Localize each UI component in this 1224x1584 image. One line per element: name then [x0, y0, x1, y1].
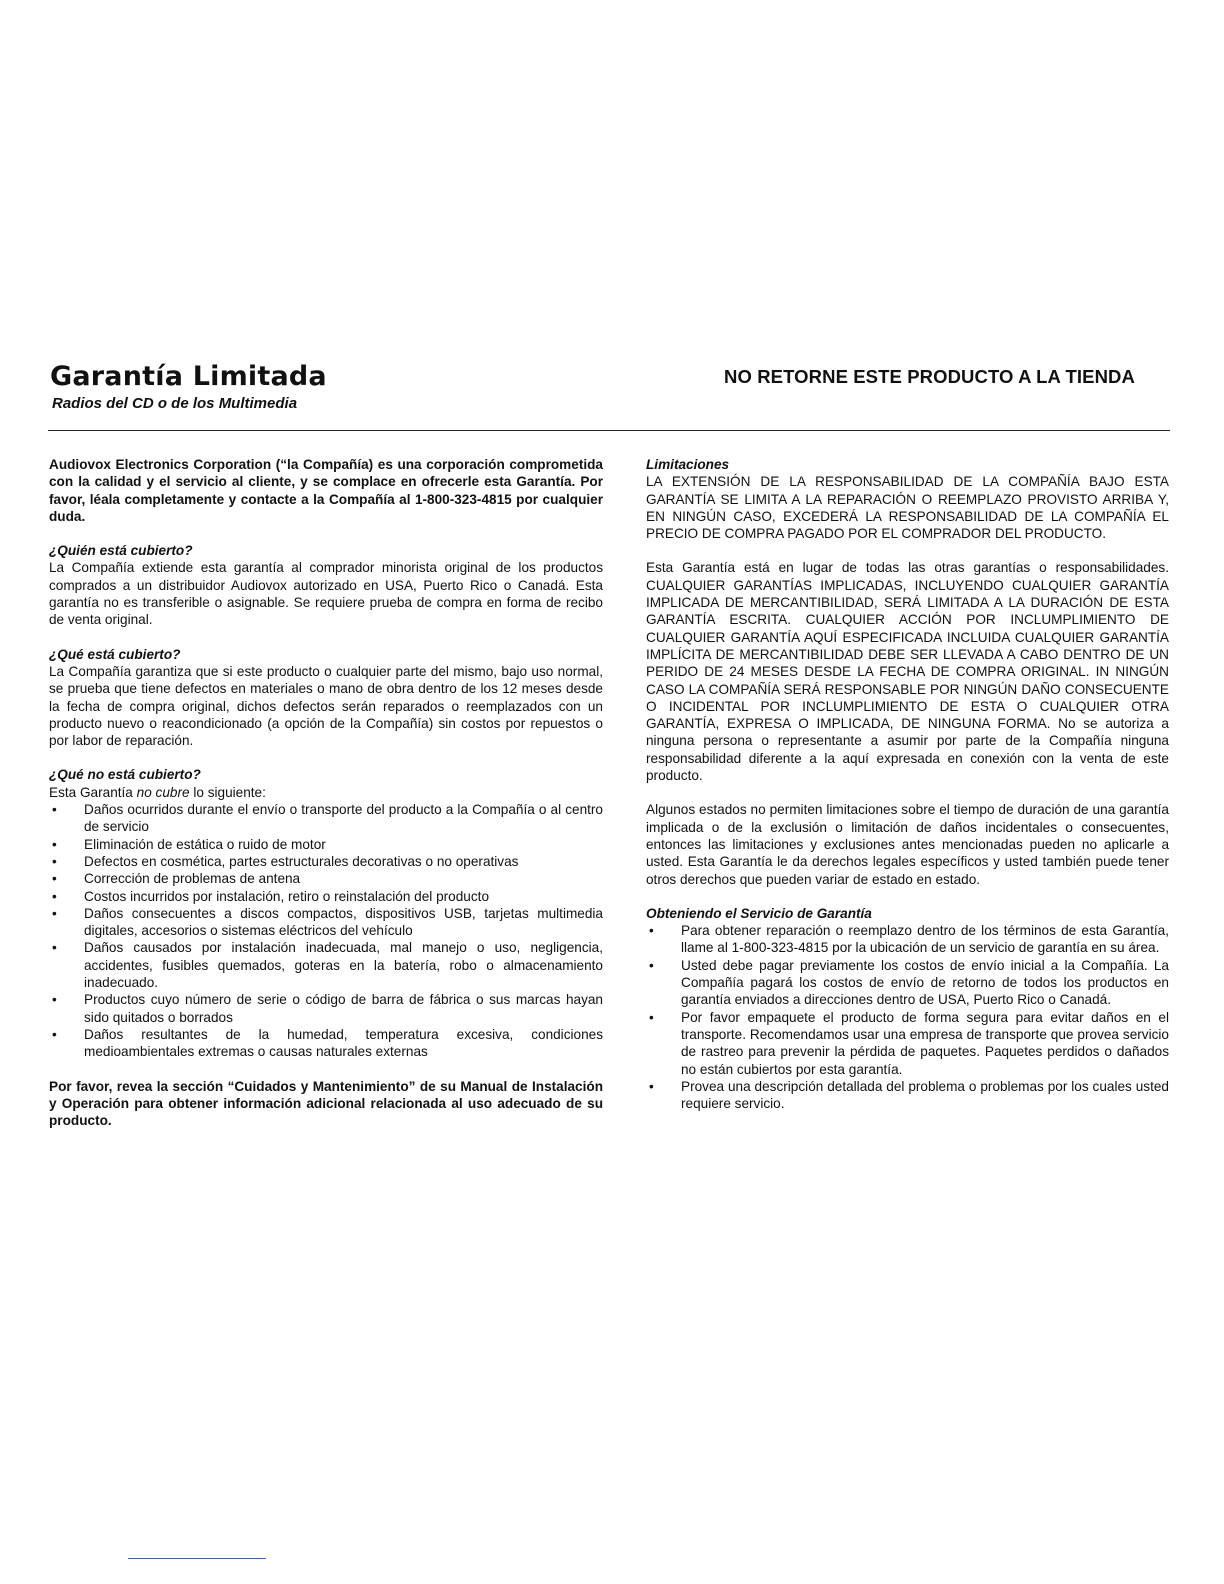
return-notice: NO RETORNE ESTE PRODUCTO A LA TIENDA [724, 366, 1135, 387]
intro-paragraph: Audiovox Electronics Corporation (“la Compañía) es una corporación comprometida con la calidad y el servicio al cliente, y se complace en ofrecerle esta Garantía. Por favor, léala completamente y contacte a la Compañía al 1-800-323-4815 por cualquier duda. [49, 457, 603, 524]
list-item: • Costos incurridos por instalación, retiro o reinstalación del producto [49, 888, 603, 905]
page-subtitle: Radios del CD o de los Multimedia [52, 395, 298, 412]
left-column [49, 456, 603, 1129]
state-rights-paragraph: Algunos estados no permiten limitaciones sobre el tiempo de duración de una garantía implicada o de la exclusión o limitación de daños incidentales o consecuentes, entonces las limitaciones y exclusiones antes mencionadas pueden no aplicarle a usted. Esta Garantía le da derechos legales específicos y usted también puede tener otros derechos que pueden variar de estado en estado. [646, 802, 1169, 887]
list-item: • Productos cuyo número de serie o código de barra de fábrica o sus marcas hayan sido quitados o borrados [49, 991, 603, 1026]
header-divider [48, 430, 1170, 431]
not-covered-list [49, 801, 603, 1060]
limitations-text: LA EXTENSIÓN DE LA RESPONSABILIDAD DE LA COMPAÑÍA BAJO ESTA GARANTÍA SE LIMITA A LA REPARACIÓN O REEMPLAZO PROVISTO ARRIBA Y, EN NINGÚN CASO, EXCEDERÁ LA RESPONSABILIDAD DE LA COMPAÑÍA EL PRECIO DE COMPRA PAGADO POR EL COMPRADOR DEL PRODUCTO. [646, 474, 1169, 542]
list-item: • Daños consecuentes a discos compactos, dispositivos USB, tarjetas multimedia digitales, accesorios o sistemas eléctricos del vehículo [49, 905, 603, 940]
limitations-heading: Limitaciones [646, 457, 730, 472]
right-column [646, 456, 1169, 1112]
not-covered-heading: ¿Qué no está cubierto? [49, 767, 201, 783]
list-item: • Defectos en cosmética, partes estructurales decorativas o no operativas [49, 853, 603, 870]
warranty-exclusivity-paragraph: Esta Garantía está en lugar de todas las otras garantías o responsabilidades. CUALQUIER GARANTÍAS IMPLICADAS, INCLUYENDO CUALQUIER GARANTÍA IMPLICADA DE MERCANTIBILIDAD, SERÁ LIMITADA A LA DURACIÓN DE ESTA GARANTÍA ESCRITA. CUALQUIER ACCIÓN POR INCLUMPLIMIENTO DE CUALQUIER GARANTÍA AQUÍ ESPECIFICADA INCLUIDA CUALQUIER GARANTÍA IMPLÍCITA DE MERCANTIBILIDAD DEBE SER LLEVADA A CABO DENTRO DE UN PERIDO DE 24 MESES DESDE LA FECHA DE COMPRA ORIGINAL. IN NINGÚN CASO LA COMPAÑÍA SERÁ RESPONSABLE POR NINGÚN DAÑO CONSECUENTE O INCIDENTAL POR INCLUMPLIMIENTO DE ESTA O CUALQUIER OTRA GARANTÍA, EXPRESA O IMPLICADA, DE NINGUNA FORMA. No se autoriza a ninguna persona o representante a asumir por parte de la Compañía ninguna responsabilidad diferente a la aquí expresada en conexión con la venta de este producto. [646, 560, 1169, 784]
list-item: • Eliminación de estática o ruido de motor [49, 836, 603, 853]
list-item: • Daños resultantes de la humedad, temperatura excesiva, condiciones medioambientales extremas o causas naturales externas [49, 1026, 603, 1061]
what-covered-heading: ¿Qué está cubierto? [49, 646, 181, 662]
list-item: • Por favor empaquete el producto de forma segura para evitar daños en el transporte. Recomendamos usar una empresa de transporte que provea servicio de rastreo para prevenir la pérdida de paquetes. Paquetes perdidos o dañados no están cubiertos por esta garantía. [646, 1009, 1169, 1078]
footer-rule [128, 1558, 266, 1559]
service-list [646, 922, 1169, 1112]
page-title: Garantía Limitada [50, 361, 327, 392]
list-item: • Provea una descripción detallada del problema o problemas por los cuales usted requiere servicio. [646, 1078, 1169, 1113]
list-item: • Corrección de problemas de antena [49, 870, 603, 887]
list-item: • Daños ocurridos durante el envío o transporte del producto a la Compañía o al centro de servicio [49, 801, 603, 836]
not-covered-intro: Esta Garantía no cubre lo siguiente: [49, 784, 266, 800]
who-covered-text: La Compañía extiende esta garantía al comprador minorista original de los productos comprados a un distribuidor Audiovox autorizado en USA, Puerto Rico o Canadá. Esta garantía no es transferible o asignable. Se requiere prueba de compra en forma de recibo de venta original. [49, 560, 603, 628]
list-item: • Usted debe pagar previamente los costos de envío inicial a la Compañía. La Compañía pagará los costos de envío de retorno de todos los productos en garantía enviados a direcciones dentro de USA, Puerto Rico o Canadá. [646, 957, 1169, 1009]
service-heading: Obteniendo el Servicio de Garantía [646, 905, 872, 921]
what-covered-text: La Compañía garantiza que si este producto o cualquier parte del mismo, bajo uso normal, se prueba que tiene defectos en materiales o mano de obra dentro de los 12 meses desde la fecha de compra original, dichos defectos serán reparados o reemplazados con un producto nuevo o reacondicionado (a opción de la Compañía) sin costos por repuestos o por labor de reparación. [49, 663, 603, 749]
list-item: • Para obtener reparación o reemplazo dentro de los términos de esta Garantía, llame al 1-800-323-4815 por la ubicación de un servicio de garantía en su área. [646, 922, 1169, 957]
closing-paragraph: Por favor, revea la sección “Cuidados y Mantenimiento” de su Manual de Instalación y Operación para obtener información adicional relacionada al uso adecuado de su producto. [49, 1078, 603, 1129]
who-covered-heading: ¿Quién está cubierto? [49, 543, 193, 559]
list-item: • Daños causados por instalación inadecuada, mal manejo o uso, negligencia, accidentes, fusibles quemados, goteras en la batería, robo o almacenamiento inadecuado. [49, 939, 603, 991]
